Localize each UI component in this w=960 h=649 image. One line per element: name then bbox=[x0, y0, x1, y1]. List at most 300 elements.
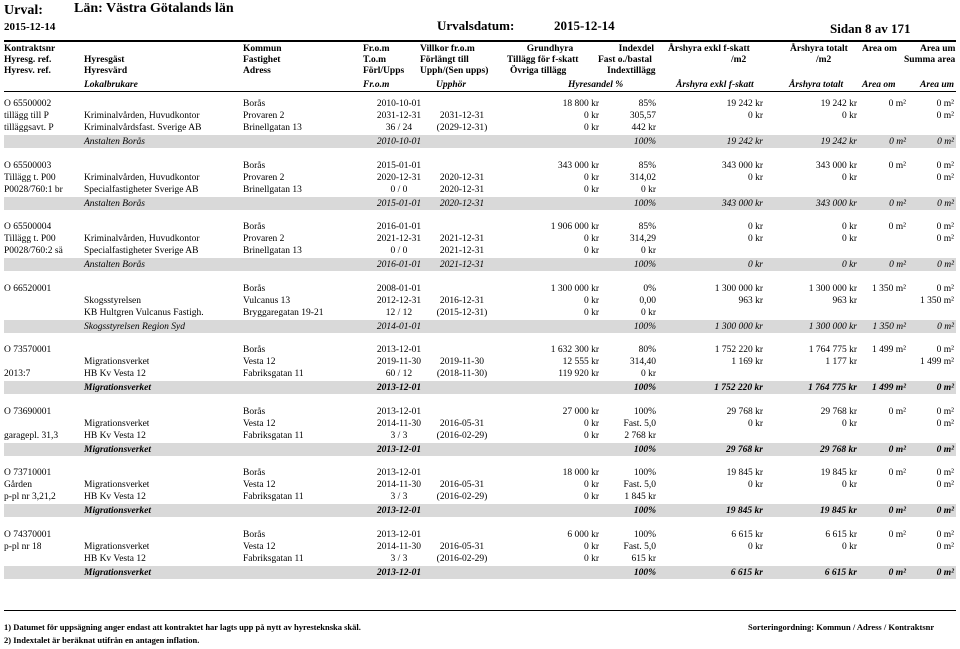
record-cell: 314,29 bbox=[629, 234, 656, 244]
record-cell: Vesta 12 bbox=[243, 418, 276, 429]
summary-excl: 19 242 kr bbox=[726, 137, 763, 147]
record-cell: 0 m² bbox=[936, 345, 954, 355]
record-cell: 119 920 kr bbox=[558, 369, 599, 379]
record-cell: KB Hultgren Vulcanus Fastigh. bbox=[84, 307, 204, 318]
record-cell: 3 / 3 bbox=[390, 553, 408, 564]
record-cell: 0 kr bbox=[841, 172, 857, 183]
record-cell: 19 845 kr bbox=[726, 468, 763, 478]
column-header: /m2 bbox=[731, 55, 747, 65]
record-cell: 2013-12-01 bbox=[376, 406, 422, 417]
summary-om: 0 m² bbox=[889, 198, 906, 209]
record-cell: O 74370001 bbox=[4, 529, 52, 540]
summary-excl: 29 768 kr bbox=[726, 444, 763, 455]
record-cell: Borås bbox=[243, 468, 266, 478]
summary-name: Anstalten Borås bbox=[84, 198, 145, 209]
record-cell: Specialfastigheter Sverige AB bbox=[84, 246, 199, 256]
summary-total: 19 242 kr bbox=[820, 137, 857, 147]
record-cell: 6 615 kr bbox=[731, 529, 763, 540]
record-cell: P0028/760:2 sä bbox=[4, 246, 63, 256]
record-cell: (2018-11-30) bbox=[436, 369, 488, 379]
record-cell: 2020-12-31 bbox=[439, 184, 485, 195]
record-cell: 0 kr bbox=[583, 246, 599, 256]
record-cell: Fabriksgatan 11 bbox=[243, 492, 304, 502]
record-cell: Vesta 12 bbox=[243, 480, 276, 490]
record-cell: 343 000 kr bbox=[557, 160, 599, 171]
column-header: Årshyra exkl f-skatt bbox=[668, 44, 750, 54]
record-cell: Tillägg t. P00 bbox=[4, 172, 56, 183]
record-cell: 0 kr bbox=[583, 111, 599, 121]
summary-pct: 100% bbox=[633, 383, 656, 393]
summary-om: 0 m² bbox=[888, 444, 906, 455]
record-cell: 0 m² bbox=[888, 160, 906, 171]
column-header: Grundhyra bbox=[526, 44, 574, 54]
summary-pct: 100% bbox=[633, 444, 656, 455]
column-header: Upph/(Sen upps) bbox=[420, 66, 489, 76]
record-cell: tillägg till P bbox=[4, 111, 49, 121]
record-cell: Provaren 2 bbox=[243, 111, 285, 121]
column-header: Hyresandel % bbox=[568, 80, 624, 90]
record-cell: Skogsstyrelsen bbox=[84, 295, 141, 306]
record-cell: 0 / 0 bbox=[390, 246, 408, 256]
column-header: Area om bbox=[862, 80, 896, 90]
record-cell: 0 kr bbox=[583, 553, 599, 564]
column-header: Adress bbox=[243, 66, 271, 76]
record-cell: 0 kr bbox=[583, 418, 599, 429]
record-cell: 6 000 kr bbox=[567, 529, 599, 540]
sort-order: Sorteringordning: Kommun / Adress / Kontraktsnr bbox=[748, 622, 935, 632]
record-cell: O 65500004 bbox=[4, 222, 52, 232]
record-cell: 0 m² bbox=[936, 222, 954, 232]
record-cell: 2013-12-01 bbox=[376, 468, 422, 478]
urval-value: Län: Västra Götalands län bbox=[74, 1, 234, 16]
record-cell: 85% bbox=[638, 160, 656, 171]
record-cell: 19 845 kr bbox=[820, 468, 857, 478]
record-cell: Borås bbox=[243, 529, 266, 540]
record-cell: Kriminalvården, Huvudkontor bbox=[84, 111, 200, 121]
summary-om: 1 499 m² bbox=[872, 383, 906, 393]
record-cell: HB Kv Vesta 12 bbox=[84, 492, 146, 502]
column-header: Årshyra totalt bbox=[790, 44, 848, 54]
record-cell: Bryggaregatan 19-21 bbox=[243, 307, 324, 318]
summary-um: 0 m² bbox=[937, 137, 954, 147]
summary-pct: 100% bbox=[633, 506, 656, 516]
summary-um: 0 m² bbox=[937, 260, 954, 270]
record-cell: 0 m² bbox=[888, 406, 906, 417]
summary-excl: 343 000 kr bbox=[721, 198, 763, 209]
footer-rule bbox=[4, 610, 956, 611]
record-cell: 0 kr bbox=[747, 418, 763, 429]
column-header: Övriga tillägg bbox=[510, 66, 567, 76]
record-cell: 1 300 000 kr bbox=[808, 283, 857, 294]
record-cell: 80% bbox=[638, 345, 656, 355]
record-cell: Vulcanus 13 bbox=[243, 295, 291, 306]
record-cell: 0 m² bbox=[936, 541, 954, 552]
record-cell: 85% bbox=[638, 222, 656, 232]
record-cell: p-pl nr 3,21,2 bbox=[4, 492, 56, 502]
record-cell: 2016-12-31 bbox=[439, 295, 485, 306]
column-header: Hyresv. ref. bbox=[4, 66, 51, 76]
column-header: Area um bbox=[920, 80, 955, 90]
record-cell: 0 kr bbox=[747, 234, 763, 244]
summary-total: 1 764 775 kr bbox=[808, 383, 857, 393]
record-cell: 0 kr bbox=[747, 172, 763, 183]
record-cell: 1 764 775 kr bbox=[808, 345, 857, 355]
record-cell: 19 242 kr bbox=[820, 99, 857, 109]
column-header: Indexdel bbox=[618, 44, 654, 54]
record-cell: 314,02 bbox=[629, 172, 656, 183]
record-cell: Migrationsverket bbox=[84, 357, 150, 367]
record-cell: 0 m² bbox=[936, 160, 954, 171]
summary-excl: 1 752 220 kr bbox=[714, 383, 763, 393]
record-cell: HB Kv Vesta 12 bbox=[84, 553, 146, 564]
summary-um: 0 m² bbox=[936, 567, 954, 578]
record-cell: Vesta 12 bbox=[243, 541, 276, 552]
summary-name: Migrationsverket bbox=[84, 506, 152, 516]
record-cell: HB Kv Vesta 12 bbox=[84, 369, 146, 379]
record-cell: Migrationsverket bbox=[84, 541, 150, 552]
summary-pct: 100% bbox=[633, 137, 656, 147]
record-cell: 0,00 bbox=[639, 295, 656, 306]
summary-excl: 6 615 kr bbox=[730, 567, 763, 578]
record-cell: 0 / 0 bbox=[390, 184, 408, 195]
record-cell: 343 000 kr bbox=[815, 160, 857, 171]
record-cell: Kriminalvårdsfast. Sverige AB bbox=[84, 123, 202, 133]
record-cell: 0 kr bbox=[841, 418, 857, 429]
record-cell: Brinellgatan 13 bbox=[243, 246, 302, 256]
column-header-rule bbox=[4, 91, 956, 92]
column-header: Årshyra exkl f-skatt bbox=[676, 80, 754, 90]
record-cell: Brinellgatan 13 bbox=[243, 184, 302, 195]
record-cell: 1 350 m² bbox=[920, 295, 954, 306]
record-cell: 2013:7 bbox=[4, 369, 31, 379]
column-header: Fr.o.m bbox=[363, 80, 390, 90]
record-cell: 2012-12-31 bbox=[376, 295, 422, 306]
record-cell: Borås bbox=[243, 160, 266, 171]
footnote-2: 2) Indextalet är beräknat utifrån en antagen inflation. bbox=[4, 635, 200, 645]
record-cell: 18 000 kr bbox=[562, 468, 599, 478]
summary-pct: 100% bbox=[633, 567, 656, 578]
header-rule bbox=[4, 40, 956, 42]
summary-from: 2015-01-01 bbox=[376, 198, 422, 209]
summary-from: 2014-01-01 bbox=[376, 321, 422, 332]
record-cell: 29 768 kr bbox=[726, 406, 763, 417]
summary-pct: 100% bbox=[633, 198, 656, 209]
record-cell: 12 555 kr bbox=[562, 357, 599, 367]
record-cell: O 73690001 bbox=[4, 406, 52, 417]
summary-um: 0 m² bbox=[937, 198, 954, 209]
column-header: Hyresvärd bbox=[84, 66, 128, 76]
record-cell: Gården bbox=[4, 480, 32, 490]
record-cell: 0 kr bbox=[583, 123, 599, 133]
record-cell: Borås bbox=[243, 283, 266, 294]
column-header: Area om bbox=[862, 44, 897, 54]
summary-from: 2016-01-01 bbox=[376, 260, 422, 270]
column-header: Hyresgäst bbox=[84, 55, 125, 65]
record-cell: 0 kr bbox=[747, 541, 763, 552]
record-cell: 2010-10-01 bbox=[376, 99, 422, 109]
record-cell: P0028/760:1 br bbox=[4, 184, 63, 195]
record-cell: (2016-02-29) bbox=[436, 553, 488, 564]
summary-from: 2013-12-01 bbox=[376, 383, 422, 393]
summary-um: 0 m² bbox=[936, 383, 954, 393]
record-cell: 0 kr bbox=[583, 234, 599, 244]
record-cell: 2016-05-31 bbox=[439, 541, 485, 552]
record-cell: 2014-11-30 bbox=[377, 541, 421, 552]
summary-from: 2013-12-01 bbox=[376, 506, 422, 516]
record-cell: 0 m² bbox=[888, 222, 906, 232]
record-cell: 0 m² bbox=[936, 234, 954, 244]
record-cell: 2 768 kr bbox=[624, 430, 656, 441]
record-cell: 100% bbox=[633, 406, 656, 417]
record-cell: 0 kr bbox=[640, 307, 656, 318]
page-indicator: Sidan 8 av 171 bbox=[830, 21, 911, 36]
record-cell: 100% bbox=[633, 468, 656, 478]
column-header: Fastighet bbox=[243, 55, 281, 65]
record-cell: 1 300 000 kr bbox=[714, 283, 763, 294]
record-cell: 0 m² bbox=[936, 468, 954, 478]
record-cell: 0 kr bbox=[583, 295, 599, 306]
summary-from: 2013-12-01 bbox=[376, 567, 422, 578]
summary-total: 29 768 kr bbox=[820, 444, 857, 455]
record-cell: O 65500003 bbox=[4, 160, 52, 171]
record-cell: 2020-12-31 bbox=[439, 172, 485, 183]
record-cell: Migrationsverket bbox=[84, 480, 150, 490]
record-cell: Provaren 2 bbox=[243, 234, 285, 244]
record-cell: Brinellgatan 13 bbox=[243, 123, 302, 133]
record-cell: 2021-12-31 bbox=[439, 234, 485, 244]
record-cell: 0 m² bbox=[936, 480, 954, 490]
record-cell: 3 / 3 bbox=[390, 492, 408, 502]
record-cell: 615 kr bbox=[631, 553, 656, 564]
record-cell: 1 300 000 kr bbox=[550, 283, 599, 294]
column-header: Upphör bbox=[436, 80, 467, 90]
summary-name: Migrationsverket bbox=[84, 567, 152, 578]
record-cell: 0 m² bbox=[888, 99, 906, 109]
record-cell: O 65500002 bbox=[4, 99, 52, 109]
record-cell: 0 m² bbox=[936, 283, 954, 294]
record-cell: 343 000 kr bbox=[721, 160, 763, 171]
record-cell: 0 m² bbox=[936, 529, 954, 540]
record-cell: p-pl nr 18 bbox=[4, 541, 42, 552]
record-cell: Borås bbox=[243, 222, 266, 232]
record-cell: 1 177 kr bbox=[825, 357, 857, 367]
record-cell: 2016-05-31 bbox=[439, 418, 485, 429]
record-cell: 2031-12-31 bbox=[376, 111, 422, 121]
record-cell: Vesta 12 bbox=[243, 357, 276, 367]
record-cell: 1 752 220 kr bbox=[714, 345, 763, 355]
summary-om: 0 m² bbox=[889, 137, 906, 147]
record-cell: 0 kr bbox=[747, 480, 763, 490]
record-cell: 0 kr bbox=[583, 480, 599, 490]
column-header: Tillägg för f-skatt bbox=[507, 55, 579, 65]
record-cell: 2013-12-01 bbox=[376, 529, 422, 540]
record-cell: 0 m² bbox=[936, 111, 954, 121]
column-header: T.o.m bbox=[363, 55, 387, 65]
record-cell: 0 kr bbox=[841, 541, 857, 552]
record-cell: 314,40 bbox=[629, 357, 656, 367]
summary-end: 2021-12-31 bbox=[439, 260, 485, 270]
column-header: Årshyra totalt bbox=[789, 80, 844, 90]
record-cell: 0 kr bbox=[583, 541, 599, 552]
record-cell: 36 / 24 bbox=[385, 123, 413, 133]
record-cell: O 66520001 bbox=[4, 283, 52, 294]
record-cell: Specialfastigheter Sverige AB bbox=[84, 184, 199, 195]
column-header: /m2 bbox=[816, 55, 832, 65]
record-cell: 2014-11-30 bbox=[377, 480, 421, 490]
record-cell: 3 / 3 bbox=[390, 430, 408, 441]
summary-from: 2013-12-01 bbox=[376, 444, 422, 455]
column-header: Förlängt till bbox=[420, 55, 469, 65]
record-cell: 2019-11-30 bbox=[377, 357, 421, 367]
record-cell: 0 kr bbox=[747, 222, 763, 232]
record-cell: 0 kr bbox=[583, 184, 599, 195]
record-cell: 0 m² bbox=[936, 406, 954, 417]
record-cell: 1 350 m² bbox=[872, 283, 906, 294]
record-cell: 963 kr bbox=[832, 295, 857, 306]
summary-name: Migrationsverket bbox=[84, 383, 152, 393]
summary-total: 6 615 kr bbox=[824, 567, 857, 578]
summary-um: 0 m² bbox=[937, 321, 954, 332]
record-cell: O 73570001 bbox=[4, 345, 52, 355]
record-cell: 2016-05-31 bbox=[439, 480, 485, 490]
column-header: Lokalbrukare bbox=[84, 80, 138, 90]
record-cell: (2015-12-31) bbox=[436, 307, 488, 318]
record-cell: Provaren 2 bbox=[243, 172, 285, 183]
record-cell: 18 800 kr bbox=[562, 99, 599, 109]
record-cell: Fast. 5,0 bbox=[623, 480, 656, 490]
record-cell: 0 kr bbox=[640, 369, 656, 379]
record-cell: 1 499 m² bbox=[920, 357, 954, 367]
record-cell: 0 kr bbox=[640, 246, 656, 256]
column-header: Summa area bbox=[904, 55, 956, 65]
record-cell: Kriminalvården, Huvudkontor bbox=[84, 234, 200, 244]
record-cell: 0 kr bbox=[841, 111, 857, 121]
record-cell: 1 169 kr bbox=[731, 357, 763, 367]
column-header: Indextillägg bbox=[607, 66, 656, 76]
record-cell: 19 242 kr bbox=[726, 99, 763, 109]
record-cell: Fabriksgatan 11 bbox=[243, 369, 304, 379]
record-cell: 6 615 kr bbox=[825, 529, 857, 540]
record-cell: Kriminalvården, Huvudkontor bbox=[84, 172, 200, 183]
record-cell: Fast. 5,0 bbox=[623, 541, 656, 552]
record-cell: Tillägg t. P00 bbox=[4, 234, 56, 244]
summary-name: Anstalten Borås bbox=[84, 260, 145, 270]
record-cell: 305,57 bbox=[629, 111, 656, 121]
record-cell: 1 499 m² bbox=[872, 345, 906, 355]
summary-om: 1 350 m² bbox=[872, 321, 906, 332]
summary-excl: 0 kr bbox=[747, 260, 763, 270]
column-header: Kommun bbox=[243, 44, 282, 54]
record-cell: 0 kr bbox=[841, 234, 857, 244]
footnote-1: 1) Datumet för uppsägning anger endast att kontraktet har lagts upp på nytt av hyresteknska skäl. bbox=[4, 622, 361, 632]
record-cell: 0 m² bbox=[888, 529, 906, 540]
record-cell: (2016-02-29) bbox=[436, 430, 488, 441]
record-cell: 85% bbox=[638, 99, 656, 109]
record-cell: Fabriksgatan 11 bbox=[243, 553, 304, 564]
summary-excl: 19 845 kr bbox=[726, 506, 763, 516]
record-cell: O 73710001 bbox=[4, 468, 52, 478]
record-cell: 27 000 kr bbox=[562, 406, 599, 417]
record-cell: 963 kr bbox=[738, 295, 763, 306]
column-header: Fast o./bastal bbox=[598, 55, 652, 65]
record-cell: 0 m² bbox=[888, 468, 906, 478]
print-date: 2015-12-14 bbox=[4, 21, 56, 33]
record-cell: garagepl. 31,3 bbox=[4, 430, 59, 441]
summary-name: Skogsstyrelsen Region Syd bbox=[84, 321, 185, 332]
record-cell: 1 845 kr bbox=[624, 492, 656, 502]
record-cell: 0 kr bbox=[583, 172, 599, 183]
record-cell: 0 kr bbox=[583, 430, 599, 441]
record-cell: (2029-12-31) bbox=[436, 123, 488, 133]
column-header: Förl/Upps bbox=[363, 66, 405, 76]
record-cell: 0 m² bbox=[936, 418, 954, 429]
record-cell: 442 kr bbox=[631, 123, 656, 133]
record-cell: tilläggsavt. P bbox=[4, 123, 54, 133]
record-cell: Borås bbox=[243, 406, 266, 417]
record-cell: 29 768 kr bbox=[820, 406, 857, 417]
record-cell: 2021-12-31 bbox=[376, 234, 422, 244]
record-cell: 0% bbox=[643, 283, 656, 294]
summary-from: 2010-10-01 bbox=[376, 137, 422, 147]
summary-total: 19 845 kr bbox=[820, 506, 857, 516]
record-cell: Fabriksgatan 11 bbox=[243, 430, 304, 441]
record-cell: 2015-01-01 bbox=[376, 160, 422, 171]
summary-name: Anstalten Borås bbox=[84, 137, 145, 147]
summary-total: 1 300 000 kr bbox=[808, 321, 857, 332]
summary-um: 0 m² bbox=[936, 444, 954, 455]
record-cell: 0 kr bbox=[841, 480, 857, 490]
record-cell: 0 kr bbox=[640, 184, 656, 195]
record-cell: HB Kv Vesta 12 bbox=[84, 430, 146, 441]
summary-om: 0 m² bbox=[889, 260, 906, 270]
record-cell: Fast. 5,0 bbox=[623, 418, 656, 429]
summary-end: 2020-12-31 bbox=[439, 198, 485, 209]
column-header: Hyresg. ref. bbox=[4, 55, 52, 65]
record-cell: 0 kr bbox=[583, 492, 599, 502]
column-header: Kontraktsnr bbox=[4, 44, 56, 54]
record-cell: 60 / 12 bbox=[385, 369, 413, 379]
summary-total: 343 000 kr bbox=[815, 198, 857, 209]
record-cell: Borås bbox=[243, 345, 266, 355]
urval-label: Urval: bbox=[4, 3, 43, 18]
urvalsdatum-value: 2015-12-14 bbox=[554, 18, 615, 33]
record-cell: 0 kr bbox=[841, 222, 857, 232]
record-cell: 2020-12-31 bbox=[376, 172, 422, 183]
record-cell: 2021-12-31 bbox=[439, 246, 485, 256]
record-cell: Borås bbox=[243, 99, 266, 109]
summary-excl: 1 300 000 kr bbox=[714, 321, 763, 332]
record-cell: 2019-11-30 bbox=[440, 357, 484, 367]
record-cell: 2014-11-30 bbox=[377, 418, 421, 429]
record-cell: 2013-12-01 bbox=[376, 345, 422, 355]
record-cell: 1 632 300 kr bbox=[550, 345, 599, 355]
record-cell: 0 m² bbox=[936, 172, 954, 183]
record-cell: (2016-02-29) bbox=[436, 492, 488, 502]
urvalsdatum-label: Urvalsdatum: bbox=[437, 18, 515, 33]
record-cell: 0 kr bbox=[747, 111, 763, 121]
record-cell: 2031-12-31 bbox=[439, 111, 485, 121]
record-cell: 0 kr bbox=[583, 307, 599, 318]
record-cell: 0 m² bbox=[936, 99, 954, 109]
summary-total: 0 kr bbox=[841, 260, 857, 270]
summary-pct: 100% bbox=[633, 260, 656, 270]
record-cell: Migrationsverket bbox=[84, 418, 150, 429]
record-cell: 2008-01-01 bbox=[376, 283, 422, 294]
summary-pct: 100% bbox=[633, 321, 656, 332]
summary-name: Migrationsverket bbox=[84, 444, 152, 455]
column-header: Villkor fr.o.m bbox=[420, 44, 475, 54]
column-header: Area um bbox=[920, 44, 956, 54]
